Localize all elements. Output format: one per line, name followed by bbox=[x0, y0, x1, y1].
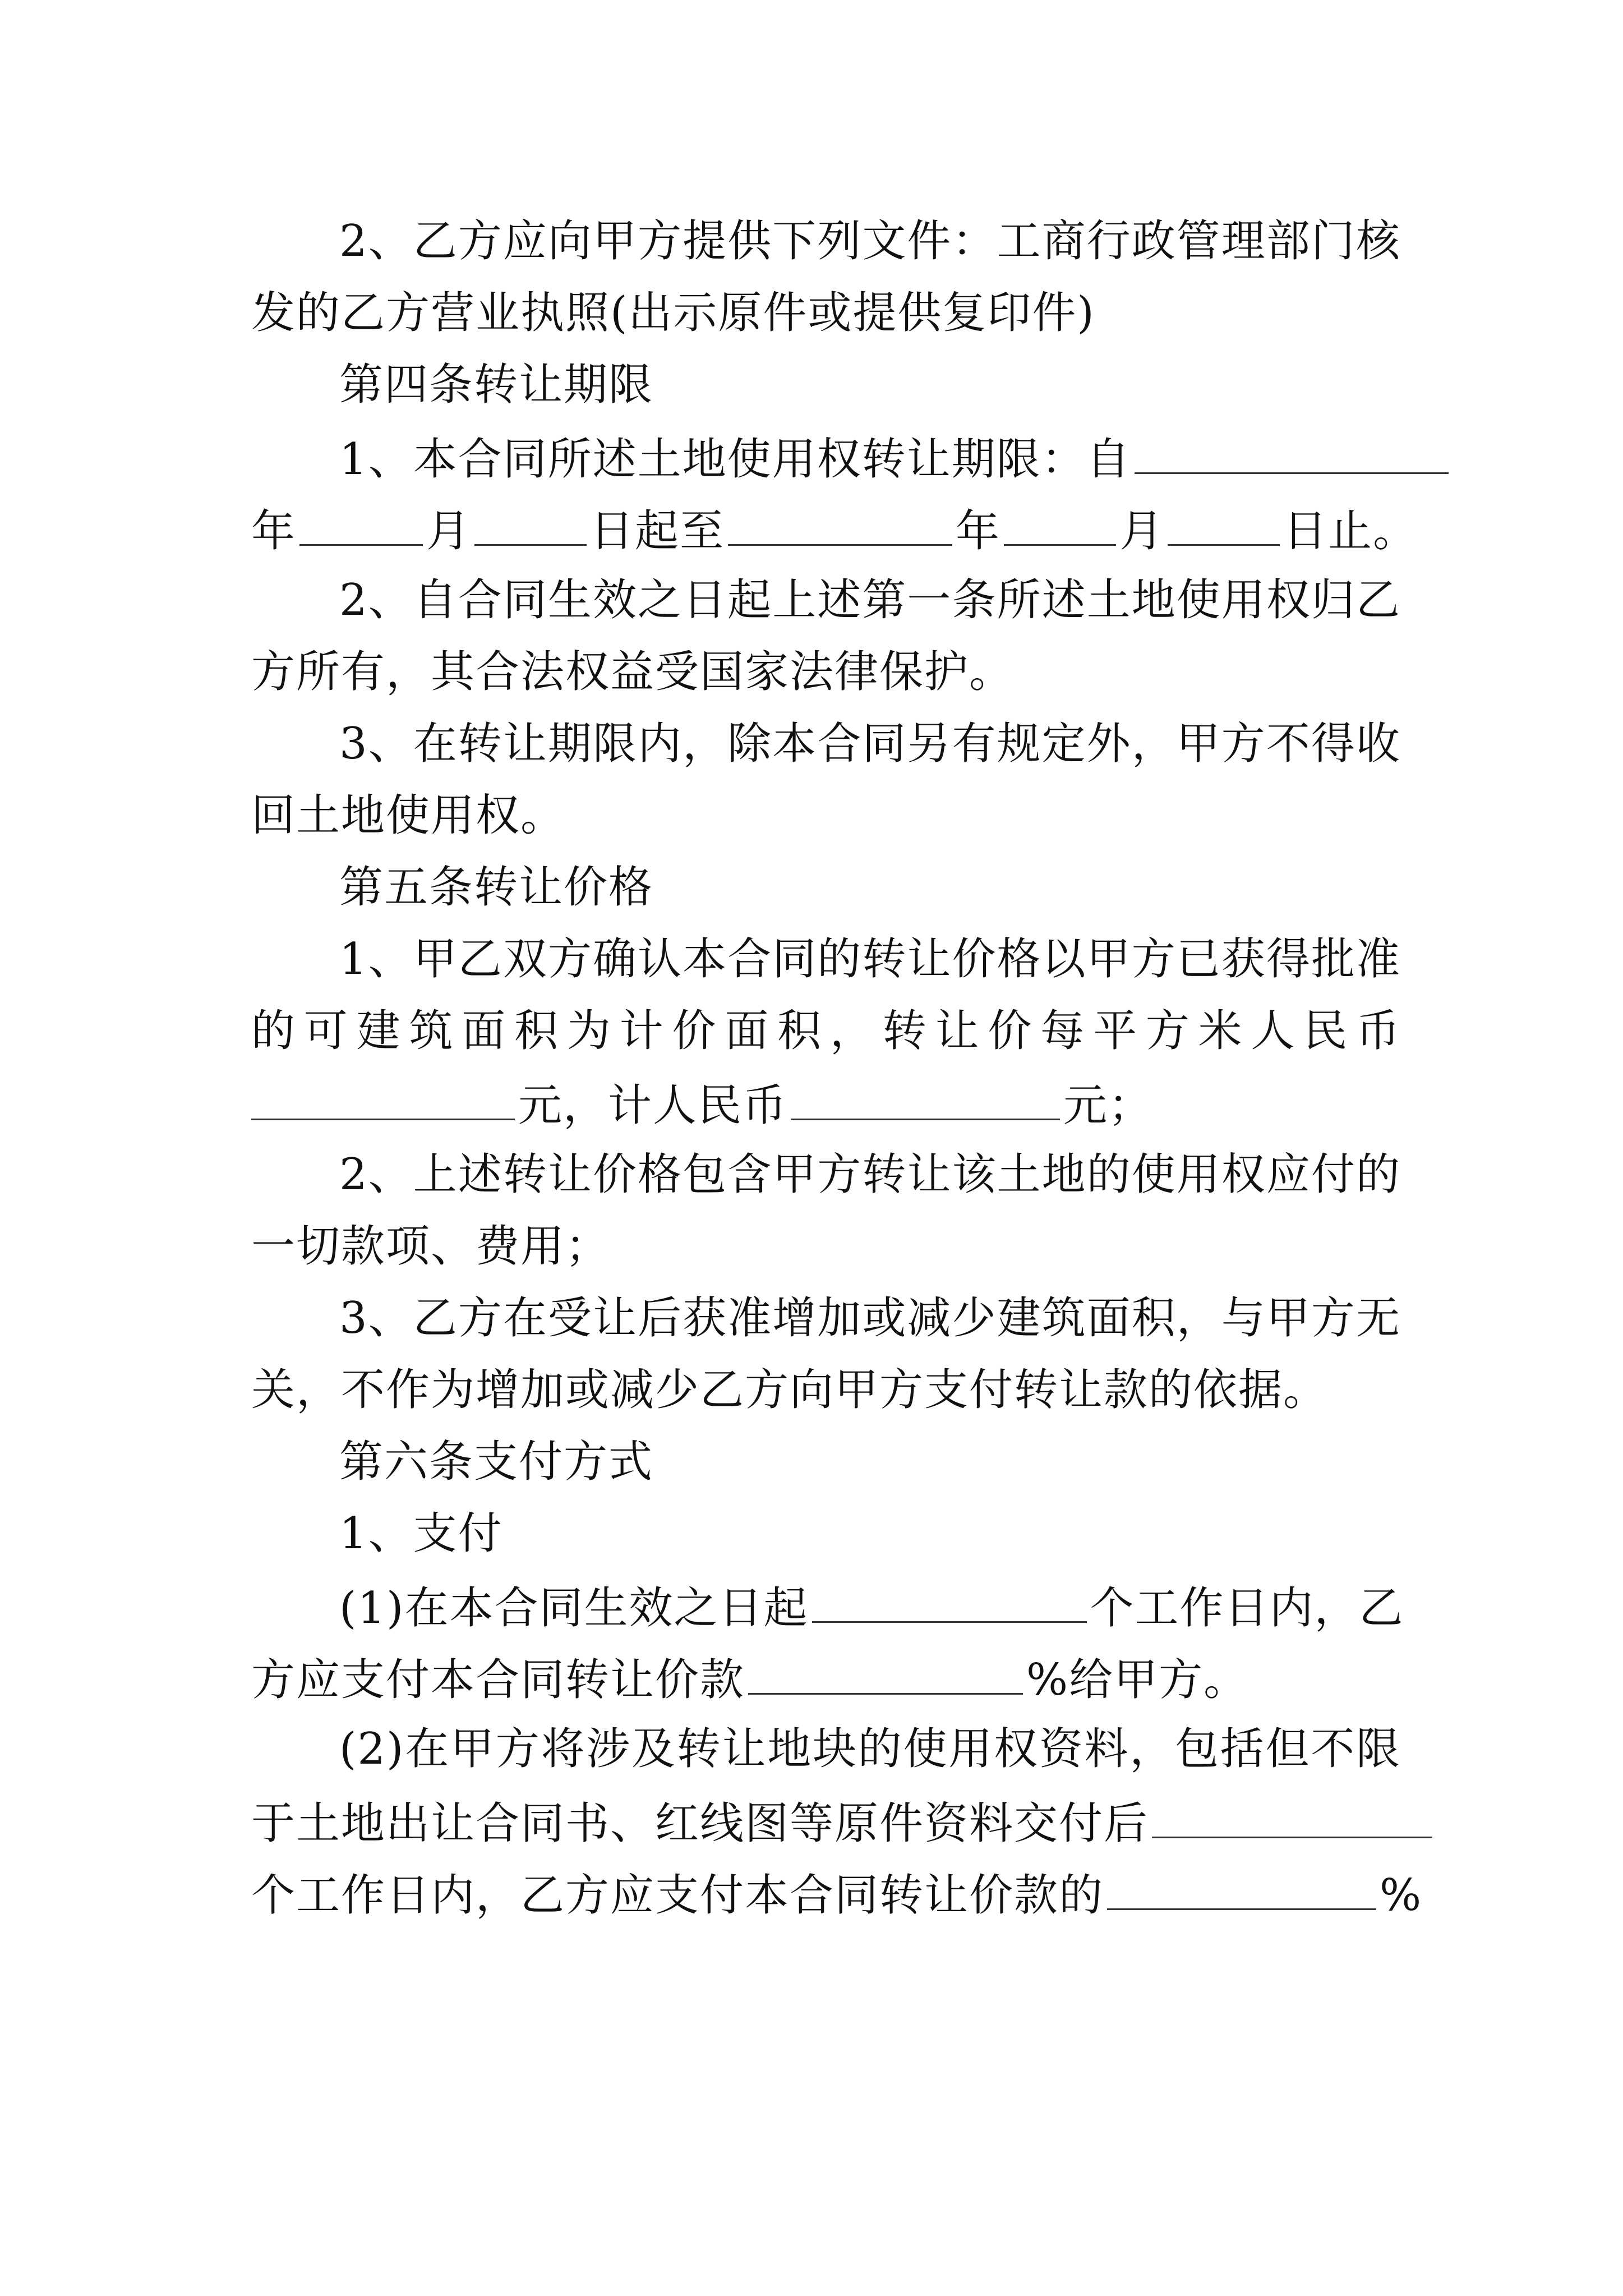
line-text: 方应支付本合同转让价款 bbox=[251, 1655, 745, 1705]
article-heading: 第六条支付方式 bbox=[339, 1437, 654, 1487]
fill-in-blank bbox=[474, 500, 587, 546]
article-heading: 第四条转让期限 bbox=[339, 360, 654, 410]
fill-in-blank bbox=[728, 500, 952, 546]
paragraph-line: 3、在转让期限内，除本合同另有规定外，甲方不得收 bbox=[339, 719, 1401, 769]
line-text: 月 bbox=[426, 506, 472, 556]
paragraph-line: 的可建筑面积为计价面积，转让价每平方米人民币 bbox=[251, 1006, 1401, 1056]
fill-in-blank bbox=[299, 500, 423, 546]
fill-in-blank bbox=[1107, 1865, 1376, 1910]
fill-in-blank bbox=[1135, 429, 1449, 474]
paragraph-line: 3、乙方在受让后获准增加或减少建筑面积，与甲方无 bbox=[339, 1293, 1401, 1343]
paragraph-line: 2、上述转让价格包含甲方转让该土地的使用权应付的 bbox=[339, 1149, 1401, 1200]
paragraph-line: 发的乙方营业执照(出示原件或提供复印件) bbox=[251, 288, 1095, 338]
paragraph-line: 一切款项、费用； bbox=[251, 1221, 611, 1272]
paragraph-line bbox=[251, 1865, 1423, 1921]
paragraph-line: 1、甲乙双方确认本合同的转让价格以甲方已获得批准 bbox=[339, 934, 1401, 984]
paragraph-line: (2)在甲方将涉及转让地块的使用权资料，包括但不限 bbox=[339, 1724, 1401, 1774]
paragraph-line: 关，不作为增加或减少乙方向甲方支付转让款的依据。 bbox=[251, 1365, 1329, 1415]
fill-in-blank bbox=[791, 1075, 1060, 1120]
paragraph-line: 2、自合同生效之日起上述第一条所述土地使用权归乙 bbox=[339, 575, 1401, 625]
paragraph-line bbox=[339, 1577, 1404, 1634]
line-text: 日止。 bbox=[1283, 506, 1418, 556]
line-text: 年 bbox=[956, 506, 1001, 556]
fill-in-blank bbox=[812, 1577, 1087, 1623]
article-heading: 第五条转让价格 bbox=[339, 862, 654, 913]
line-text: 月 bbox=[1119, 506, 1165, 556]
fill-in-blank bbox=[1152, 1793, 1432, 1838]
line-text: 个工作日内，乙 bbox=[1090, 1583, 1404, 1634]
line-text: 个工作日内，乙方应支付本合同转让价款的 bbox=[251, 1870, 1104, 1921]
fill-in-blank bbox=[1168, 500, 1280, 546]
line-text: 1、本合同所述土地使用权转让期限：自 bbox=[339, 434, 1131, 485]
line-text: 元，计人民币 bbox=[518, 1080, 788, 1131]
paragraph-line bbox=[251, 1075, 1401, 1131]
line-text: 元； bbox=[1063, 1080, 1154, 1131]
line-text: 日起至 bbox=[590, 506, 725, 556]
line-text: 年 bbox=[251, 506, 297, 556]
line-text: 于土地出让合同书、红线图等原件资料交付后 bbox=[251, 1798, 1149, 1849]
paragraph-line bbox=[251, 1793, 1401, 1849]
fill-in-blank bbox=[1004, 500, 1116, 546]
paragraph-line bbox=[339, 429, 1401, 485]
line-text: % bbox=[1380, 1870, 1423, 1921]
fill-in-blank bbox=[251, 1075, 515, 1120]
paragraph-line bbox=[251, 500, 1418, 556]
paragraph-line: 方所有，其合法权益受国家法律保护。 bbox=[251, 647, 1015, 697]
fill-in-blank bbox=[748, 1649, 1023, 1695]
paragraph-line bbox=[251, 1649, 1401, 1705]
line-text: %给甲方。 bbox=[1026, 1655, 1249, 1705]
paragraph-line: 2、乙方应向甲方提供下列文件：工商行政管理部门核 bbox=[339, 216, 1401, 266]
line-text: (1)在本合同生效之日起 bbox=[339, 1583, 809, 1634]
paragraph-line: 回土地使用权。 bbox=[251, 790, 566, 841]
paragraph-line: 1、支付 bbox=[339, 1508, 503, 1559]
